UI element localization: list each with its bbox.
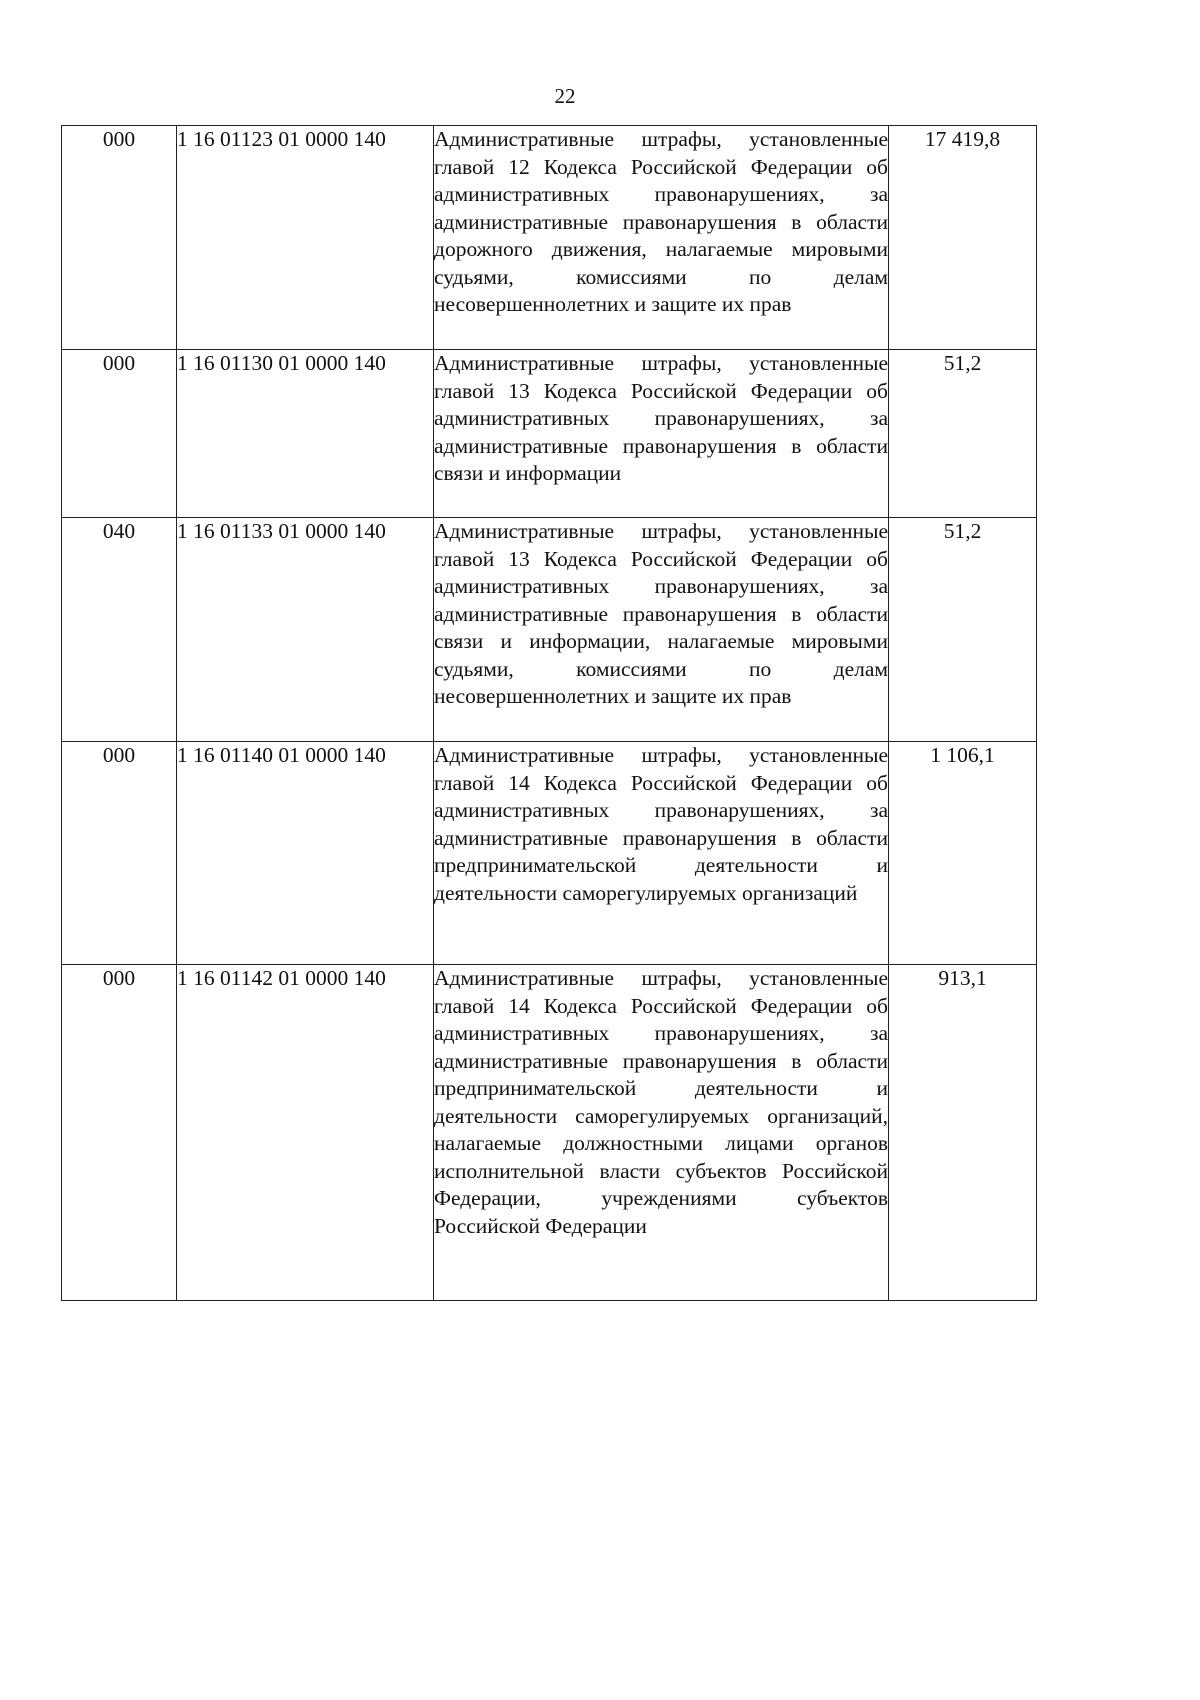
table-row bbox=[62, 126, 1037, 350]
amount-cell: 913,1 bbox=[889, 965, 1037, 1301]
table-row bbox=[62, 742, 1037, 965]
kbk-code-cell: 1 16 01123 01 0000 140 bbox=[177, 126, 434, 350]
kbk-code-cell: 1 16 01133 01 0000 140 bbox=[177, 518, 434, 742]
table-row bbox=[62, 518, 1037, 742]
table-row bbox=[62, 350, 1037, 518]
amount-cell: 51,2 bbox=[889, 350, 1037, 518]
amount-cell: 1 106,1 bbox=[889, 742, 1037, 965]
amount-cell: 17 419,8 bbox=[889, 126, 1037, 350]
page-number: 22 bbox=[554, 84, 576, 108]
admin-code-cell: 000 bbox=[62, 350, 177, 518]
admin-code-cell: 000 bbox=[62, 126, 177, 350]
admin-code-cell: 000 bbox=[62, 965, 177, 1301]
description-cell: Административные штрафы, установленные главой 14 Кодекса Российской Федерации об административных правонарушениях, за административные правонарушения в области предпринимательской деятельности и деятельности саморегулируемых организаций, налагаемые должностными лицами органов исполнительной власти субъектов Российской Федерации, учреждениями субъектов Российской Федерации bbox=[434, 965, 889, 1301]
kbk-code-cell: 1 16 01140 01 0000 140 bbox=[177, 742, 434, 965]
table-row bbox=[62, 965, 1037, 1301]
amount-cell: 51,2 bbox=[889, 518, 1037, 742]
kbk-code-cell: 1 16 01130 01 0000 140 bbox=[177, 350, 434, 518]
description-cell: Административные штрафы, установленные главой 13 Кодекса Российской Федерации об административных правонарушениях, за административные правонарушения в области связи и информации bbox=[434, 350, 889, 518]
description-cell: Административные штрафы, установленные главой 14 Кодекса Российской Федерации об административных правонарушениях, за административные правонарушения в области предпринимательской деятельности и деятельности саморегулируемых организаций bbox=[434, 742, 889, 965]
admin-code-cell: 000 bbox=[62, 742, 177, 965]
kbk-code-cell: 1 16 01142 01 0000 140 bbox=[177, 965, 434, 1301]
admin-code-cell: 040 bbox=[62, 518, 177, 742]
description-cell: Административные штрафы, установленные главой 13 Кодекса Российской Федерации об административных правонарушениях, за административные правонарушения в области связи и информации, налагаемые мировыми судьями, комиссиями по делам несовершеннолетних и защите их прав bbox=[434, 518, 889, 742]
description-cell: Административные штрафы, установленные главой 12 Кодекса Российской Федерации об административных правонарушениях, за административные правонарушения в области дорожного движения, налагаемые мировыми судьями, комиссиями по делам несовершеннолетних и защите их прав bbox=[434, 126, 889, 350]
budget-table bbox=[61, 125, 1037, 1301]
